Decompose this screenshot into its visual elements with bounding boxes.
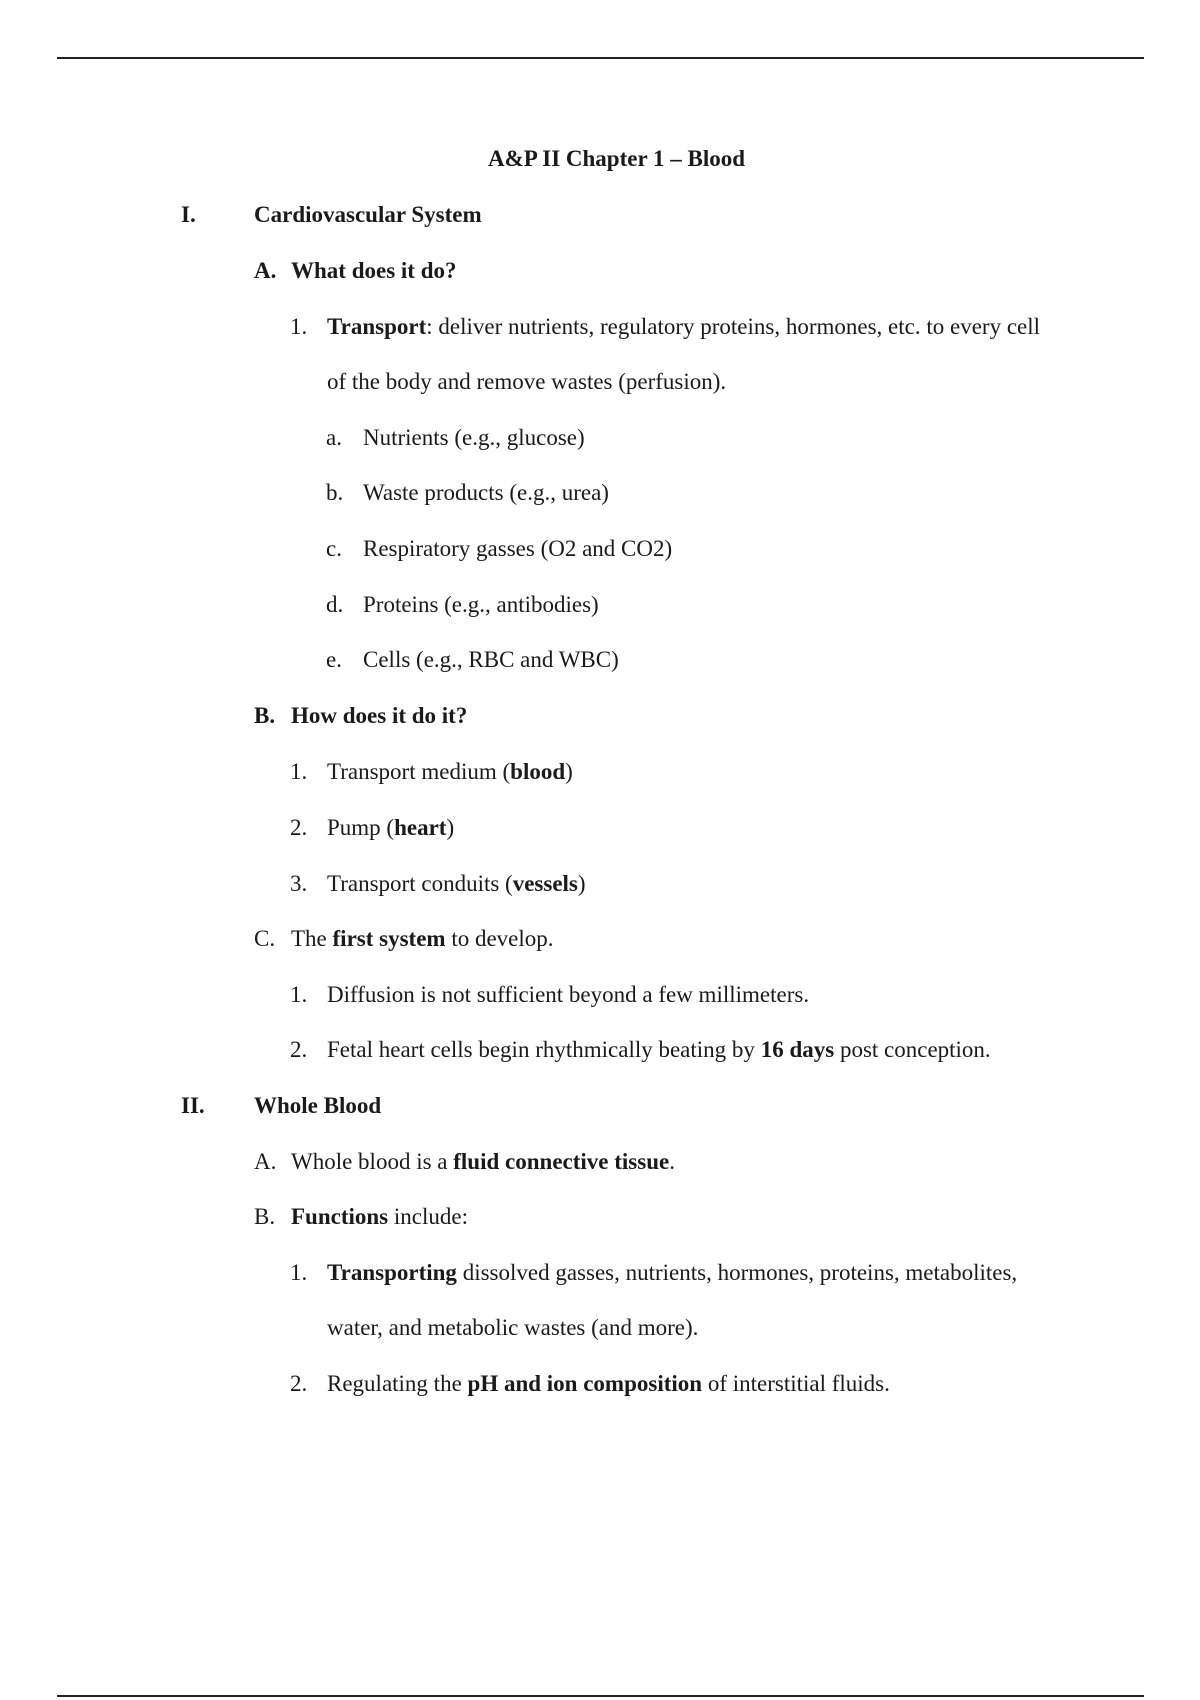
- subsection-text: .: [669, 1149, 675, 1174]
- item-text: of interstitial fluids.: [702, 1371, 890, 1396]
- subitem-marker: a.: [326, 425, 342, 450]
- item-text: ): [565, 759, 573, 784]
- subsection-text: to develop.: [445, 926, 554, 951]
- item-marker: 2.: [290, 1371, 308, 1396]
- item-text: ): [446, 815, 455, 840]
- list-item: [290, 757, 573, 787]
- list-subitem: [326, 478, 609, 508]
- item-marker: 2.: [290, 815, 308, 840]
- list-item: [290, 312, 1040, 342]
- item-text: Transport conduits (: [327, 871, 513, 896]
- list-item: [290, 1035, 991, 1065]
- subitem-marker: e.: [326, 647, 342, 672]
- document-title: A&P II Chapter 1 – Blood: [487, 146, 746, 171]
- list-item-continuation: water, and metabolic wastes (and more).: [327, 1315, 699, 1340]
- list-item-continuation: of the body and remove wastes (perfusion).: [327, 369, 727, 394]
- item-bold-term: Transporting: [327, 1260, 457, 1285]
- subitem-marker: d.: [326, 592, 344, 617]
- subitem-text: Cells (e.g., RBC and WBC): [363, 647, 619, 672]
- item-text: : deliver nutrients, regulatory proteins, hormones, etc. to every cell: [426, 314, 1041, 339]
- subsection-marker: B.: [254, 703, 276, 728]
- list-item: [290, 1369, 890, 1399]
- item-marker: 1.: [290, 759, 308, 784]
- subsection-marker: A.: [254, 1149, 277, 1174]
- list-item: [290, 869, 586, 899]
- subsection-marker: B.: [254, 1204, 276, 1229]
- item-marker: 2.: [290, 1037, 308, 1062]
- item-bold-term: pH and ion composition: [467, 1371, 703, 1396]
- subsection-bold-term: fluid connective tissue: [453, 1149, 670, 1174]
- item-text: post conception.: [834, 1037, 991, 1062]
- section-marker: II.: [181, 1093, 205, 1118]
- item-text: ): [577, 871, 586, 896]
- list-subitem: [326, 590, 599, 620]
- item-text: Pump (: [327, 815, 395, 840]
- subsection-text: The: [291, 926, 333, 951]
- section-2-heading-line: [181, 1091, 381, 1121]
- subitem-marker: c.: [326, 536, 342, 561]
- item-text: dissolved gasses, nutrients, hormones, proteins, metabolites,: [456, 1260, 1018, 1285]
- item-bold-term: Transport: [327, 314, 427, 339]
- subitem-text: Respiratory gasses (O2 and CO2): [363, 536, 673, 561]
- section-1-heading-line: [181, 200, 482, 230]
- item-marker: 1.: [290, 982, 308, 1007]
- subsection-line: [254, 1202, 468, 1232]
- subsection-line: [254, 924, 554, 954]
- item-text: Fetal heart cells begin rhythmically beating by: [327, 1037, 761, 1062]
- subsection-text: include:: [388, 1204, 468, 1229]
- subsection-line: [254, 1147, 675, 1177]
- section-heading: Cardiovascular System: [254, 202, 482, 227]
- list-subitem: [326, 645, 619, 675]
- list-item: [290, 980, 809, 1010]
- subsection-heading: What does it do?: [291, 258, 457, 283]
- subsection-heading: How does it do it?: [291, 703, 468, 728]
- subsection-heading-line: [254, 701, 467, 731]
- subsection-bold-term: first system: [332, 926, 446, 951]
- list-item: [290, 813, 454, 843]
- subsection-text: Whole blood is a: [291, 1149, 454, 1174]
- subsection-heading-line: [254, 256, 457, 286]
- subitem-text: Nutrients (e.g., glucose): [363, 425, 585, 450]
- item-text: Diffusion is not sufficient beyond a few millimeters.: [327, 982, 810, 1007]
- item-bold-term: heart: [394, 815, 447, 840]
- list-subitem: [326, 423, 585, 453]
- bottom-rule: [57, 1695, 1144, 1697]
- item-bold-term: 16 days: [760, 1037, 835, 1062]
- item-marker: 1.: [290, 314, 308, 339]
- top-rule: [57, 57, 1144, 59]
- item-text: Regulating the: [327, 1371, 468, 1396]
- list-subitem: [326, 534, 672, 564]
- subsection-marker: A.: [254, 258, 277, 283]
- item-marker: 3.: [290, 871, 308, 896]
- subitem-text: Waste products (e.g., urea): [363, 480, 609, 505]
- section-marker: I.: [181, 202, 196, 227]
- item-bold-term: blood: [510, 759, 566, 784]
- item-marker: 1.: [290, 1260, 308, 1285]
- list-item: [290, 1258, 1017, 1288]
- item-text: Transport medium (: [327, 759, 511, 784]
- item-bold-term: vessels: [512, 871, 578, 896]
- subsection-bold-term: Functions: [291, 1204, 389, 1229]
- subitem-marker: b.: [326, 480, 344, 505]
- subsection-marker: C.: [254, 926, 276, 951]
- section-heading: Whole Blood: [254, 1093, 382, 1118]
- subitem-text: Proteins (e.g., antibodies): [363, 592, 599, 617]
